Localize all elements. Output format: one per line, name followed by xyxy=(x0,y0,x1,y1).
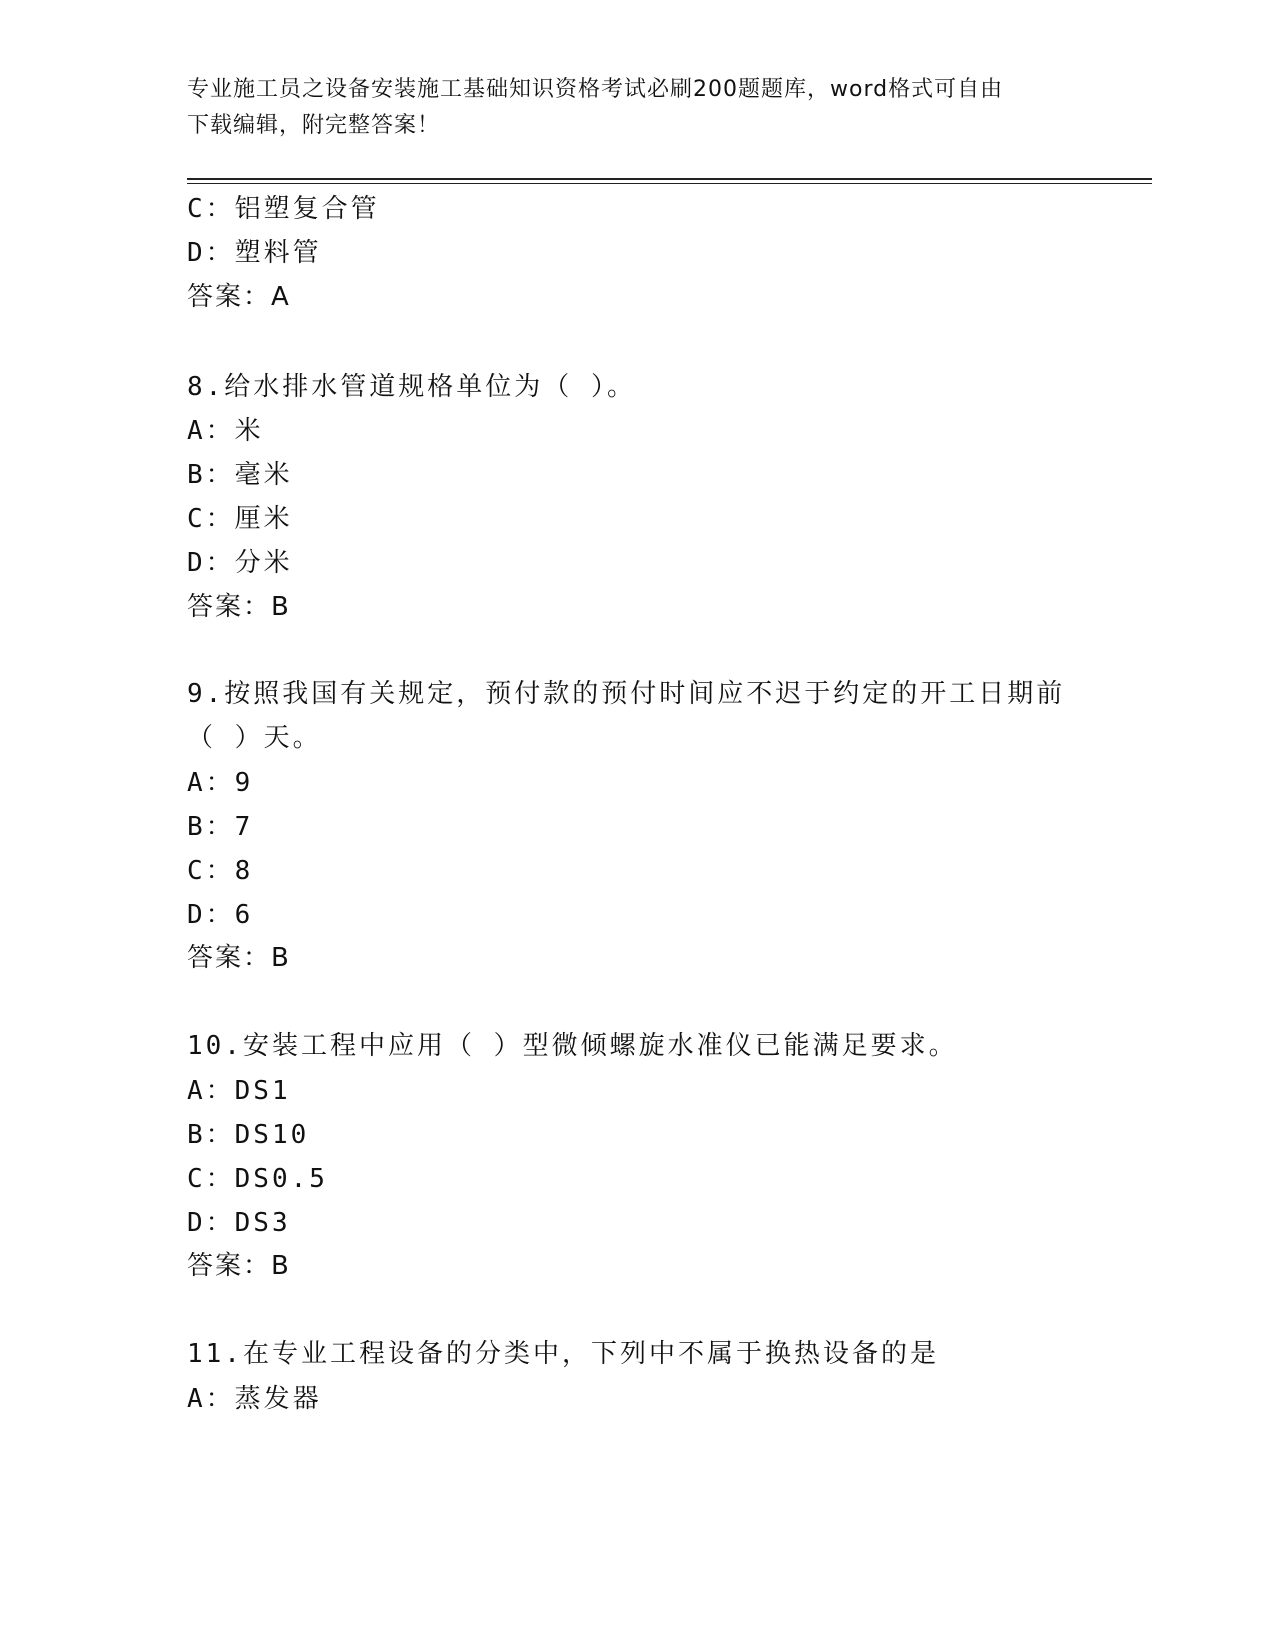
header-line-2: 下载编辑，附完整答案！ xyxy=(187,113,441,138)
q10-option-b: B：DS10 xyxy=(187,1120,310,1150)
q7-option-d: D：塑料管 xyxy=(187,238,322,268)
q8-option-b: B：毫米 xyxy=(187,460,293,490)
q8-option-c: C：厘米 xyxy=(187,504,293,534)
q10-option-a: A：DS1 xyxy=(187,1076,291,1106)
q9-option-a: A：9 xyxy=(187,768,254,798)
q8-question: 8.给水排水管道规格单位为（ ）。 xyxy=(187,372,636,402)
q10-option-d: D：DS3 xyxy=(187,1208,291,1238)
q9-option-b: B：7 xyxy=(187,812,254,842)
header-divider-thin xyxy=(187,183,1152,184)
q11-option-a: A：蒸发器 xyxy=(187,1384,322,1414)
q8-option-a: A：米 xyxy=(187,416,264,446)
q7-answer: 答案：A xyxy=(187,282,291,312)
q9-option-c: C：8 xyxy=(187,856,254,886)
q8-option-d: D：分米 xyxy=(187,548,293,578)
q10-option-c: C：DS0.5 xyxy=(187,1164,328,1194)
header-divider-thick xyxy=(187,178,1152,180)
q9-answer: 答案：B xyxy=(187,943,291,973)
q7-option-c: C：铝塑复合管 xyxy=(187,194,380,224)
q10-answer: 答案：B xyxy=(187,1251,291,1281)
q9-question-line-1: 9.按照我国有关规定，预付款的预付时间应不迟于约定的开工日期前 xyxy=(187,679,1066,709)
header-line-1: 专业施工员之设备安装施工基础知识资格考试必刷200题题库，word格式可自由 xyxy=(187,77,1004,102)
q8-answer: 答案：B xyxy=(187,592,291,622)
q11-question: 11.在专业工程设备的分类中，下列中不属于换热设备的是 xyxy=(187,1339,939,1369)
q9-option-d: D：6 xyxy=(187,900,254,930)
q10-question: 10.安装工程中应用（ ）型微倾螺旋水准仪已能满足要求。 xyxy=(187,1031,958,1061)
q9-question-line-2: （ ）天。 xyxy=(187,723,322,753)
document-header xyxy=(187,72,1087,144)
